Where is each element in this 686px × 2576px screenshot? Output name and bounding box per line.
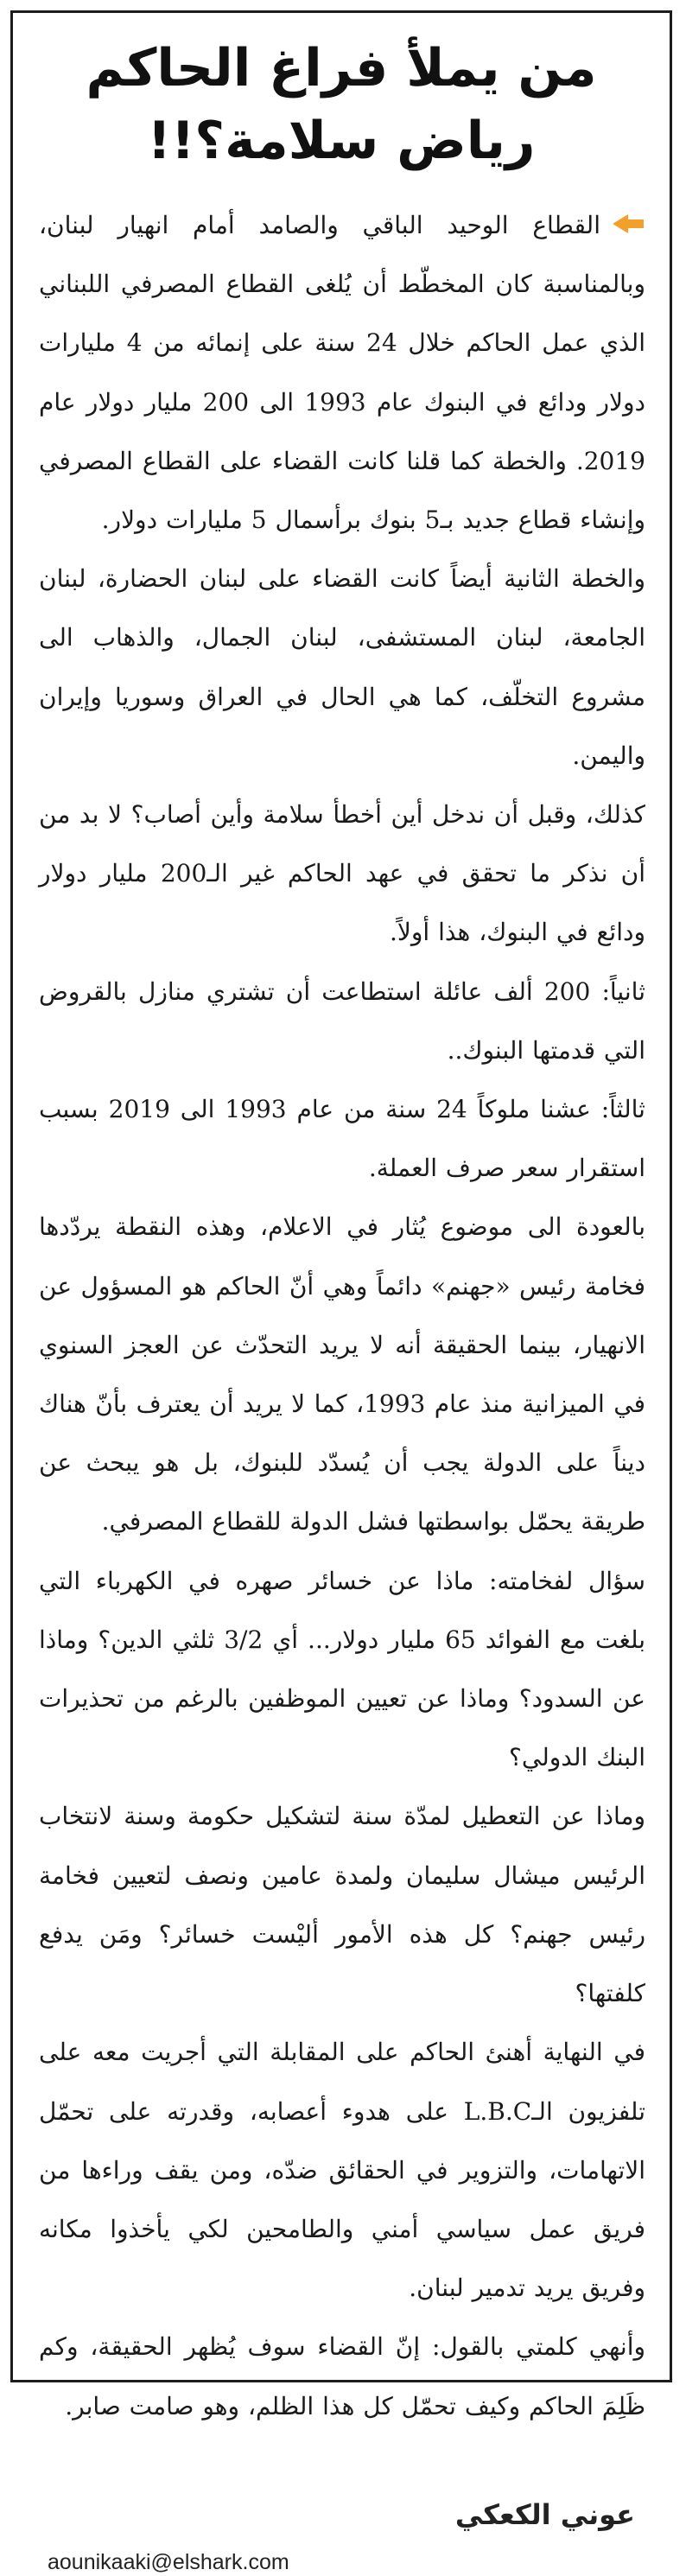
author-email[interactable]: aounikaaki@elshark.com (48, 2549, 289, 2574)
article-paragraph: ثانياً: 200 ألف عائلة استطاعت أن تشتري منازل بالقروض التي قدمتها البنوك.. (39, 976, 645, 1065)
article-title-line2: رياض سلامة؟!! (147, 111, 536, 171)
author-name: عوني الكعكي (454, 2497, 635, 2531)
article-paragraph: بالعودة الى موضوع يُثار في الاعلام، وهذه النقطة يردّدها فخامة رئيس «جهنم» دائماً وهي أنّ الحاكم هو المسؤول عن الانهيار، بينما الحقيقة أنه لا يريد التحدّث عن العجز السنوي في الميزانية منذ عام 1993، كما لا يريد أن يعترف بأنّ هناك ديناً على الدولة يجب أن يُسدّد للبنوك، بل هو يبحث عن طريقة يحمّل بواسطتها فشل الدولة للقطاع المصرفي. (39, 1212, 645, 1536)
article-title (37, 32, 645, 177)
article-paragraph: في النهاية أهنئ الحاكم على المقابلة التي أجريت معه على تلفزيون الـL.B.C على هدوء أعصابه، وقدرته على تحمّل الاتهامات، والتزوير في الحقائق ضدّه، ومن يقف وراءها من فريق عمل سياسي أمني والطامحين لكي يأخذوا مكانه وفريق يريد تدمير لبنان. (39, 2038, 645, 2303)
article-paragraph: وأنهي كلمتي بالقول: إنّ القضاء سوف يُظهر الحقيقة، وكم ظَلِمَ الحاكم وكيف تحمّل كل هذا الظلم، وهو صامت صابر. (39, 2332, 645, 2420)
article-paragraph: وماذا عن التعطيل لمدّة سنة لتشكيل حكومة وسنة لانتخاب الرئيس ميشال سليمان ولمدة عامين ونصف لتعيين فخامة رئيس جهنم؟ كل هذه الأمور أليْست خسائر؟ ومَن يدفع كلفتها؟ (39, 1802, 645, 2008)
arrow-right-icon (611, 213, 645, 235)
article-title-line1: من يملأ فراغ الحاكم (86, 38, 597, 99)
article-paragraph: كذلك، وقبل أن ندخل أين أخطأ سلامة وأين أصاب؟ لا بد من أن نذكر ما تحقق في عهد الحاكم غير الـ200 مليار دولار ودائع في البنوك، هذا أولاً. (39, 800, 645, 947)
article-paragraph: سؤال لفخامته: ماذا عن خسائر صهره في الكهرباء التي بلغت مع الفوائد 65 مليار دولار... أي 3/2 ثلثي الدين؟ وماذا عن السدود؟ وماذا عن تعيين الموظفين بالرغم من تحذيرات البنك الدولي؟ (39, 1566, 646, 1772)
article-paragraph-text: القطاع الوحيد الباقي والصامد أمام انهيار لبنان، وبالمناسبة كان المخطّط أن يُلغى القطاع المصرفي اللبناني الذي عمل الحاكم خلال 24 سنة على إنمائه من 4 مليارات دولار ودائع في البنوك عام 1993 الى 200 مليار دولار عام 2019. والخطة كما قلنا كانت القضاء على القطاع المصرفي وإنشاء قطاع جديد بـ5 بنوك برأسمال 5 مليارات دولار. (39, 211, 646, 535)
article-body (39, 196, 645, 2436)
article-paragraph: والخطة الثانية أيضاً كانت القضاء على لبنان الحضارة، لبنان الجامعة، لبنان المستشفى، لبنان الجمال، والذهاب الى مشروع التخلّف، كما هي الحال في العراق وسوريا وإيران واليمن. (39, 564, 645, 770)
article-paragraph (39, 196, 645, 550)
article-frame (10, 10, 672, 2574)
article-paragraph: ثالثاً: عشنا ملوكاً 24 سنة من عام 1993 الى 2019 بسبب استقرار سعر صرف العملة. (39, 1095, 645, 1183)
